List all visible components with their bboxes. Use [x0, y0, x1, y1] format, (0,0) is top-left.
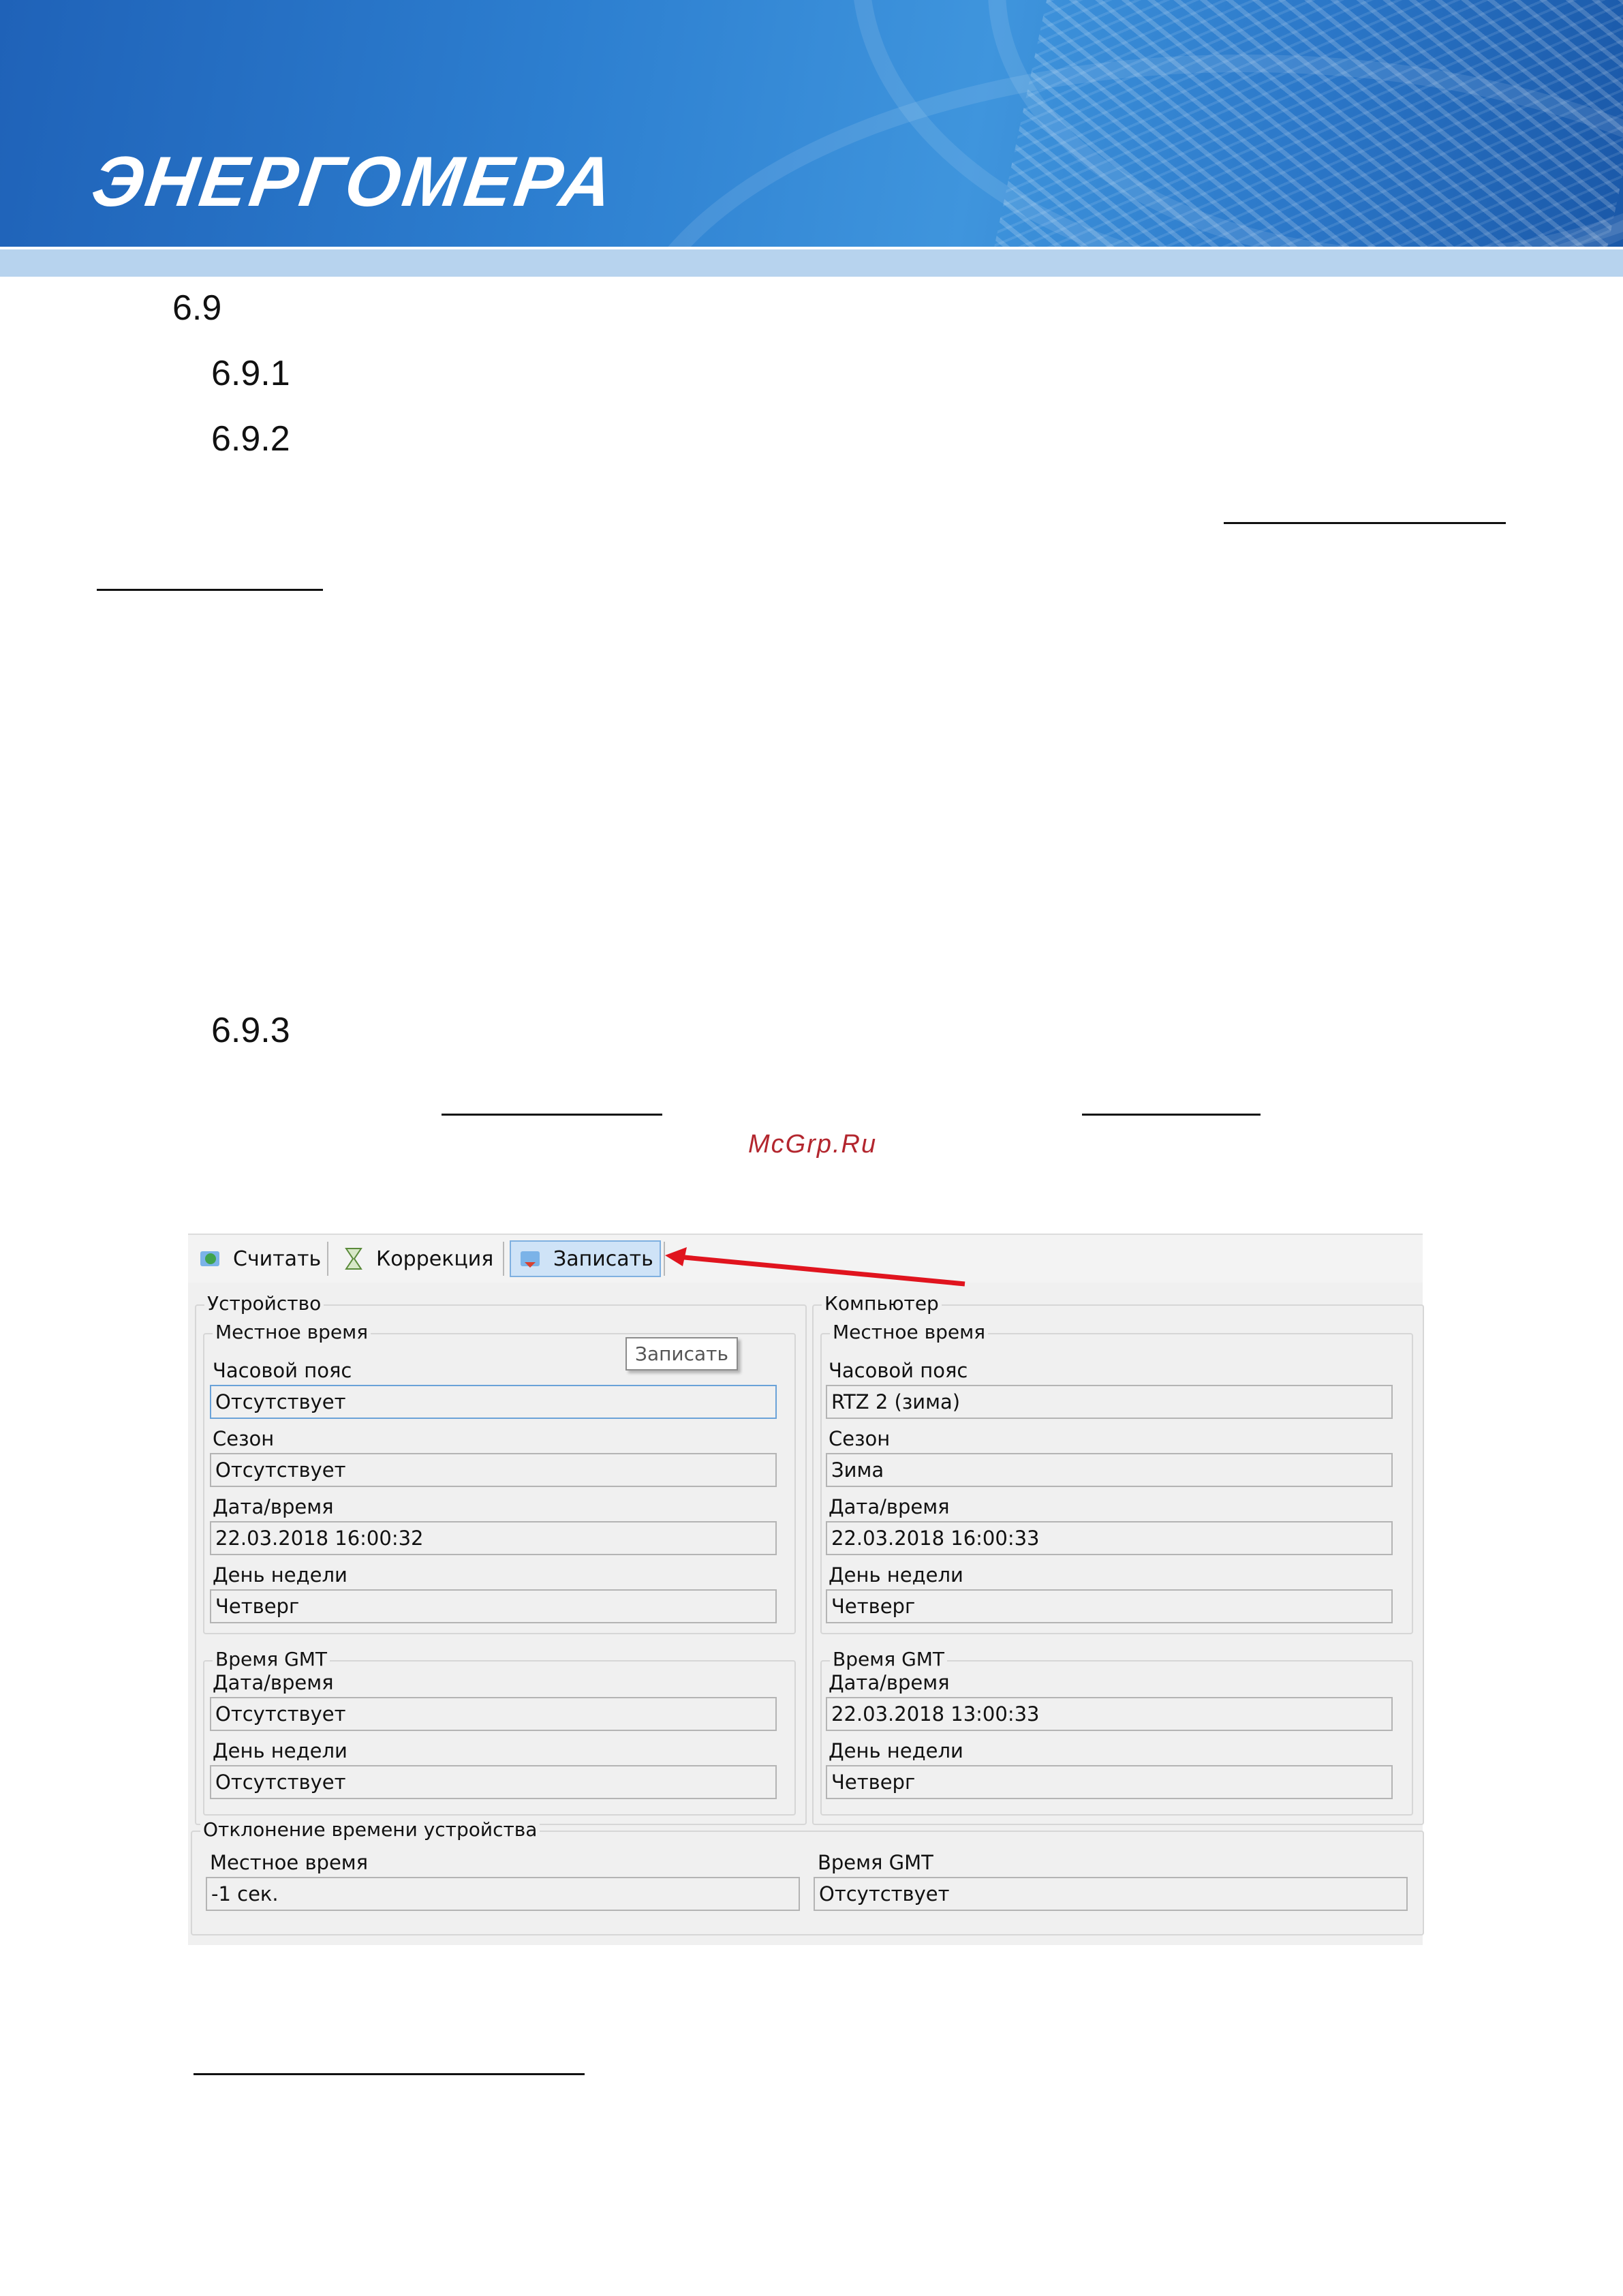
watermark: McGrp.Ru	[748, 1130, 878, 1159]
device-gmt-datetime-field[interactable]: Отсутствует	[210, 1697, 777, 1731]
section-6-9-3: 6.9.3	[211, 1011, 290, 1050]
device-gmt-group: Время GMT	[203, 1660, 796, 1816]
device-datetime-label: Дата/время	[213, 1495, 334, 1518]
computer-gmt-weekday-label: День недели	[829, 1739, 963, 1762]
underline-rule	[97, 589, 323, 591]
computer-season-label: Сезон	[829, 1427, 891, 1450]
footnote-rule	[194, 2073, 585, 2075]
device-gmt-weekday-label: День недели	[213, 1739, 347, 1762]
write-tooltip: Записать	[625, 1337, 738, 1371]
correction-button[interactable]: Коррекция	[334, 1240, 500, 1277]
computer-timezone-field[interactable]: RTZ 2 (зима)	[826, 1385, 1393, 1419]
underline-rule	[1082, 1114, 1261, 1116]
deviation-gmt-label: Время GMT	[818, 1851, 933, 1874]
device-season-field[interactable]: Отсутствует	[210, 1453, 777, 1487]
pointer-arrow	[657, 1238, 970, 1292]
computer-group: Компьютер Местное время Часовой пояс RTZ 2 (зима) Сезон Зима Дата/время 22.03.2018 16:00:33 День недели Четверг Время GMT Дата/время 22.03.2018 13:00:33 День недели Четверг	[812, 1304, 1424, 1825]
underline-rule	[1224, 522, 1506, 524]
computer-season-field[interactable]: Зима	[826, 1453, 1393, 1487]
section-6-9: 6.9	[172, 288, 222, 328]
time-settings-panel	[188, 1234, 1423, 1945]
banner-strip	[0, 249, 1623, 277]
computer-gmt-datetime-field[interactable]: 22.03.2018 13:00:33	[826, 1697, 1393, 1731]
device-gmt-datetime-label: Дата/время	[213, 1671, 334, 1694]
write-button[interactable]: Записать	[510, 1240, 661, 1277]
computer-timezone-label: Часовой пояс	[829, 1359, 968, 1382]
deviation-local-label: Местное время	[210, 1851, 369, 1874]
computer-gmt-datetime-label: Дата/время	[829, 1671, 950, 1694]
deviation-local-field[interactable]: -1 сек.	[206, 1877, 800, 1911]
section-6-9-2: 6.9.2	[211, 419, 290, 459]
correction-icon	[341, 1246, 367, 1272]
header-banner	[0, 0, 1623, 247]
computer-weekday-label: День недели	[829, 1563, 963, 1587]
section-6-9-1: 6.9.1	[211, 354, 290, 393]
write-icon	[518, 1246, 544, 1272]
deviation-group: Отклонение времени устройства	[191, 1831, 1424, 1935]
underline-rule	[442, 1114, 662, 1116]
computer-datetime-field[interactable]: 22.03.2018 16:00:33	[826, 1521, 1393, 1555]
device-datetime-field[interactable]: 22.03.2018 16:00:32	[210, 1521, 777, 1555]
device-group: Устройство Местное время Часовой пояс Отсутствует Сезон Отсутствует Дата/время 22.03.2018 16:00:32 День недели Четверг Время GMT Дата/время Отсутствует День недели Отсутствует	[195, 1304, 807, 1825]
toolbar	[188, 1234, 1423, 1283]
device-gmt-weekday-field[interactable]: Отсутствует	[210, 1765, 777, 1799]
read-icon	[198, 1246, 223, 1272]
computer-gmt-weekday-field[interactable]: Четверг	[826, 1765, 1393, 1799]
computer-local-time-group: Местное время	[820, 1333, 1413, 1634]
company-logo: ЭНЕРГОМЕРА	[87, 142, 621, 221]
deviation-gmt-field[interactable]: Отсутствует	[814, 1877, 1408, 1911]
computer-gmt-group: Время GMT	[820, 1660, 1413, 1816]
computer-weekday-field[interactable]: Четверг	[826, 1589, 1393, 1623]
device-timezone-label: Часовой пояс	[213, 1359, 352, 1382]
device-timezone-field[interactable]: Отсутствует	[210, 1385, 777, 1419]
device-local-time-group: Местное время	[203, 1333, 796, 1634]
device-season-label: Сезон	[213, 1427, 275, 1450]
device-weekday-label: День недели	[213, 1563, 347, 1587]
device-weekday-field[interactable]: Четверг	[210, 1589, 777, 1623]
computer-datetime-label: Дата/время	[829, 1495, 950, 1518]
read-button[interactable]: Считать	[191, 1240, 328, 1277]
